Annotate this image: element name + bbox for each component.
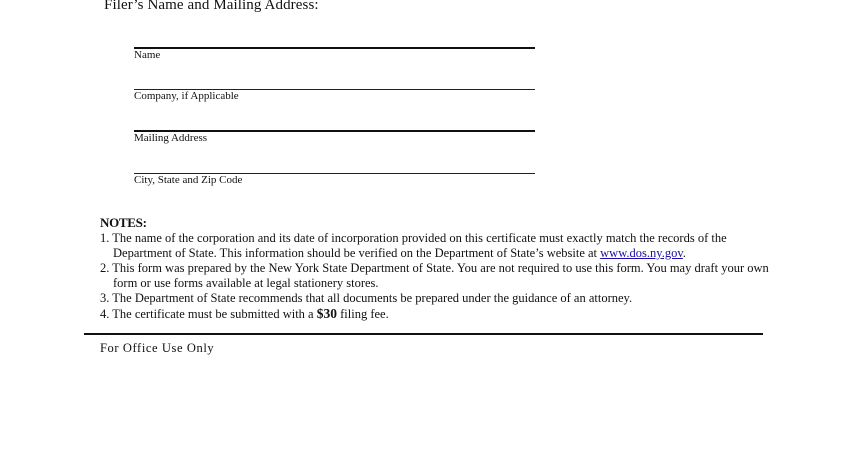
filer-name-heading: Filer’s Name and Mailing Address: (104, 0, 319, 13)
city-state-zip-field-label: City, State and Zip Code (134, 174, 243, 186)
note-4-text: 4. The certificate must be submitted with a (100, 307, 317, 321)
note-1-text: 1. The name of the corporation and its date of incorporation provided on this certificate must exactly match the records of the Department of State. This information should be verified on the Department of State’s website at (100, 231, 727, 260)
name-field[interactable] (134, 47, 535, 61)
company-field[interactable] (134, 89, 535, 102)
company-field-label: Company, if Applicable (134, 90, 239, 102)
notes-title: NOTES: (100, 215, 147, 230)
filing-fee-amount: $30 (316, 306, 337, 321)
note-item-2: 2. This form was prepared by the New York State Department of State. You are not required to use this form. You may draft your own form or use forms available at legal stationery stores. (100, 261, 769, 290)
note-4-suffix: filing fee. (336, 307, 389, 321)
mailing-address-field[interactable] (134, 130, 535, 144)
note-1-period: . (682, 246, 686, 260)
office-use-label: For Office Use Only (100, 341, 215, 355)
note-item-4 (100, 306, 780, 322)
name-field-label: Name (134, 49, 161, 61)
note-item-1 (100, 231, 780, 261)
mailing-address-field-label: Mailing Address (134, 132, 208, 144)
notes-section (100, 215, 780, 322)
dos-website-link[interactable]: www.dos.ny.gov (600, 246, 683, 260)
note-item-3: 3. The Department of State recommends that all documents be prepared under the guidance of an attorney. (100, 291, 633, 305)
section-divider (84, 333, 763, 335)
city-state-zip-field[interactable] (134, 173, 535, 186)
